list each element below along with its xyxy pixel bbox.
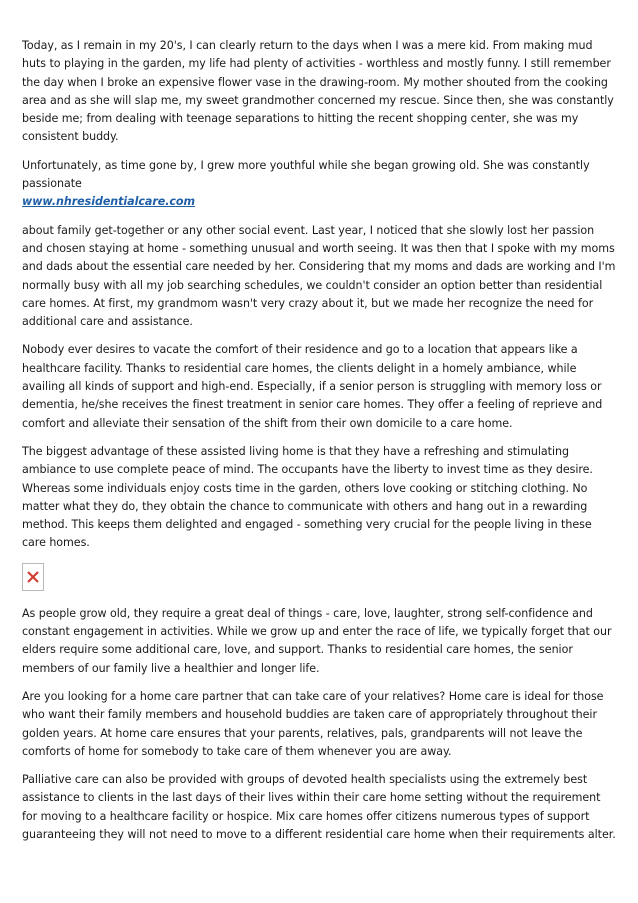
paragraph-2 (22, 157, 618, 212)
document-page (22, 37, 618, 854)
paragraph-5: The biggest advantage of these assisted living home is that they have a refreshing and stimulating ambiance to use complete peace of mind. The occupants have the liberty to invest time as they desire. Whereas some individuals enjoy costs time in the garden, others love cooking or stitching clothing. No matter what they do, they obtain the chance to communicate with others and hang out in a rewarding method. This keeps them delighted and engaged - something very crucial for the people living in these care homes. (22, 444, 593, 550)
spacer (22, 212, 618, 222)
paragraph-8: Palliative care can also be provided with groups of devoted health specialists using the extremely best assistance to clients in the last days of their lives within their care home setting without the requirement for moving to a healthcare facility or hospice. Mix care homes offer citizens numerous types of support guaranteeing they will not need to move to a different residential care home when their requirements alter. (22, 773, 616, 841)
paragraph-7: Are you looking for a home care partner that can take care of your relatives? Home care is ideal for those who want their family members and household buddies are taken care of appropriately throughout their golden years. At home care ensures that your parents, relatives, pals, grandparents will not leave the comforts of home for somebody to take care of them whenever you are away. (22, 689, 604, 758)
paragraph-1: Today, as I remain in my 20's, I can clearly return to the days when I was a mere kid. From making mud huts to playing in the garden, my life had plenty of activities - worthless and mostly funny. I still remember the day when I broke an expensive flower vase in the drawing-room. My mother shouted from the cooking area and as she will slap me, my sweet grandmother concerned my rescue. Since then, she was constantly beside me; from dealing with teenage separations to hitting the recent shopping center, she was my consistent buddy. (22, 39, 614, 144)
paragraph-3: about family get-together or any other social event. Last year, I noticed that she slowly lost her passion and chosen staying at home - something unusual and worth seeing. It was then that I spoke with my moms and dads about the essential care needed by her. Considering that my moms and dads are working and I'm normally busy with all my job searching schedules, we couldn't consider an option better than residential care homes. At first, my grandmom wasn't very crazy about it, but we made her recognize the need for additional care and assistance. (22, 223, 616, 329)
broken-image-icon (22, 563, 44, 591)
close-x-icon (27, 571, 39, 583)
website-link[interactable]: www.nhresidentialcare.com (22, 195, 195, 209)
paragraph-6: As people grow old, they require a great deal of things - care, love, laughter, strong self-confidence and constant engagement in activities. While we grow up and enter the race of life, we typically forget that our elders require some additional care, love, and support. Thanks to residential care homes, the senior members of our family live a healthier and longer life. (22, 606, 612, 675)
paragraph-2-text: Unfortunately, as time gone by, I grew more youthful while she began growing old. She was constantly passionate (22, 158, 590, 191)
paragraph-4: Nobody ever desires to vacate the comfort of their residence and go to a location that appears like a healthcare facility. Thanks to residential care homes, the clients delight in a homely ambiance, while availing all kinds of support and high-end. Especially, if a senior person is struggling with memory loss or dementia, he/she receives the finest treatment in senior care homes. They offer a feeling of reprieve and comfort and alleviate their sensation of the shift from their own domicile to a care home. (22, 343, 603, 430)
